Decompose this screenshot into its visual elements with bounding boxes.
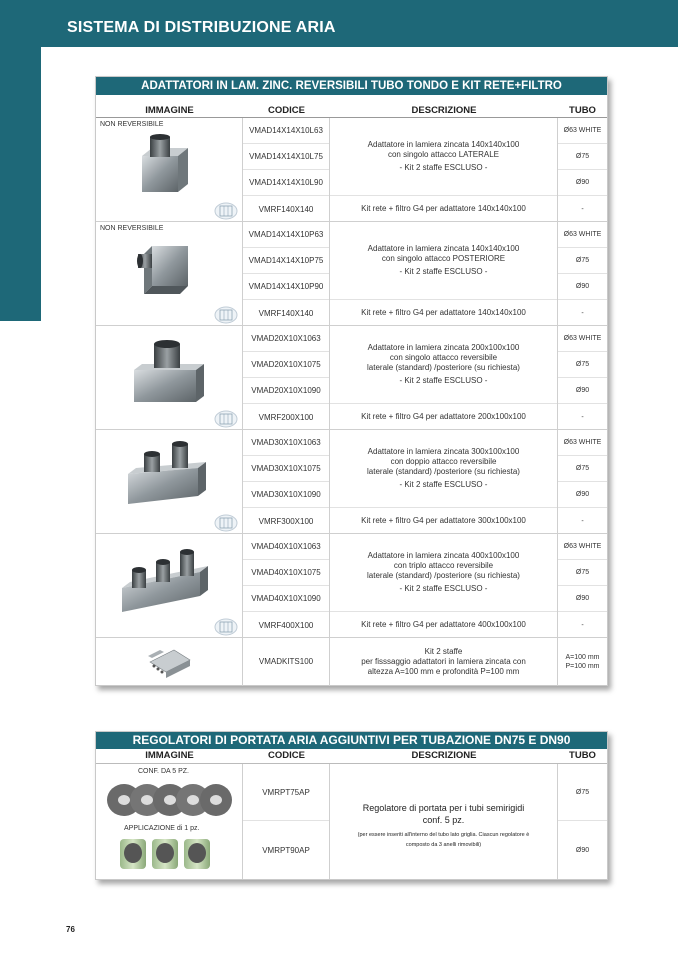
tube-cell: Ø75 — [558, 352, 607, 378]
image-label-top: CONF. DA 5 PZ. — [138, 768, 189, 775]
filter-kit-image — [214, 618, 238, 636]
kit-tube-cell: - — [581, 413, 584, 421]
header-tubo: TUBO — [569, 750, 596, 761]
code-cell: VMAD20X10X1063 — [243, 326, 329, 352]
kit-code-cell: VMRF200X100 — [258, 412, 314, 422]
product-group — [96, 534, 607, 638]
brackets-image — [146, 642, 194, 682]
tube-cell: Ø63 WHITE — [558, 118, 607, 144]
kit-description: Kit rete + filtro G4 per adattatore 140x140x100 — [361, 307, 526, 317]
tube-cell: Ø90 — [558, 170, 607, 196]
brackets-kit-row — [96, 638, 607, 686]
table-header — [96, 749, 607, 764]
code-cell: VMAD40X10X1063 — [243, 534, 329, 560]
adapter-posterior-image — [136, 236, 200, 300]
header-codice: CODICE — [268, 105, 305, 116]
kit-description: Kit rete + filtro G4 per adattatore 200x100x100 — [361, 411, 526, 421]
description-cell: Kit 2 staffe per fisssaggio adattatori in lamiera zincata con altezza A=100 mm e profondità P=100 mm — [361, 646, 526, 676]
header-tubo: TUBO — [569, 105, 596, 116]
code-cell: VMAD14X14X10L90 — [243, 170, 329, 196]
header-descrizione: DESCRIZIONE — [411, 105, 477, 116]
adapter-300-image — [122, 438, 214, 514]
tube-cell: Ø90 — [558, 482, 607, 508]
tube-cell: Ø90 — [575, 846, 590, 854]
code-cell: VMRPT90AP — [262, 845, 310, 855]
kit-description: Kit rete + filtro G4 per adattatore 300x100x100 — [361, 515, 526, 525]
description-cell: Adattatore in lamiera zincata 200x100x100 con singolo attacco reversibile laterale (standard) /posteriore (su richiesta) - Kit 2 staffe ESCLUSO - — [330, 326, 557, 404]
filter-kit-image — [214, 410, 238, 428]
tube-cell: Ø63 WHITE — [558, 534, 607, 560]
table-title: ADATTATORI IN LAM. ZINC. REVERSIBILI TUBO TONDO E KIT RETE+FILTRO — [96, 77, 607, 95]
product-group — [96, 326, 607, 430]
code-cell: VMAD30X10X1075 — [243, 456, 329, 482]
product-group — [96, 764, 607, 879]
image-label-bottom: APPLICAZIONE di 1 pz. — [124, 825, 200, 832]
adapter-400-image — [118, 544, 218, 618]
side-band — [0, 47, 41, 321]
header-immagine: IMMAGINE — [145, 750, 194, 761]
adapter-200-image — [126, 336, 210, 410]
code-cell: VMRPT75AP — [243, 764, 329, 821]
table-title: REGOLATORI DI PORTATA ARIA AGGIUNTIVI PER TUBAZIONE DN75 E DN90 — [96, 732, 607, 749]
filter-kit-image — [214, 202, 238, 220]
header-descrizione: DESCRIZIONE — [411, 750, 477, 761]
filter-kit-image — [214, 514, 238, 532]
tube-cell: Ø75 — [558, 456, 607, 482]
regulator-pipes-image — [116, 835, 216, 875]
kit-code-cell: VMRF140X140 — [258, 308, 314, 318]
tube-cell: Ø75 — [558, 560, 607, 586]
header-immagine: IMMAGINE — [145, 105, 194, 116]
kit-description: Kit rete + filtro G4 per adattatore 140x140x100 — [361, 203, 526, 213]
description-cell: Adattatore in lamiera zincata 140x140x100 con singolo attacco POSTERIORE - Kit 2 staffe ESCLUSO - — [330, 222, 557, 300]
code-cell: VMAD20X10X1075 — [243, 352, 329, 378]
filter-kit-image — [214, 306, 238, 324]
description-cell: Adattatore in lamiera zincata 400x100x100 con triplo attacco reversibile laterale (standard) /posteriore (su richiesta) - Kit 2 staffe ESCLUSO - — [330, 534, 557, 612]
code-cell: VMAD30X10X1090 — [243, 482, 329, 508]
description-cell: Regolatore di portata per i tubi semirigidi conf. 5 pz. (per essere inseriti all'interno del tubo lato griglia. Ciascun regolatore è composto da 3 anelli rimovibili) — [357, 802, 530, 848]
kit-tube-cell: - — [581, 517, 584, 525]
product-group — [96, 118, 607, 222]
code-cell: VMAD14X14X10L63 — [243, 118, 329, 144]
tube-cell: A=100 mm P=100 mm — [565, 653, 600, 670]
kit-tube-cell: - — [581, 621, 584, 629]
product-group — [96, 222, 607, 326]
code-cell: VMAD40X10X1090 — [243, 586, 329, 612]
tube-cell: Ø90 — [558, 274, 607, 300]
tube-cell: Ø63 WHITE — [558, 326, 607, 352]
tube-cell: Ø75 — [558, 248, 607, 274]
code-cell: VMAD20X10X1090 — [243, 378, 329, 404]
tube-cell: Ø75 — [558, 144, 607, 170]
tube-cell: Ø75 — [558, 764, 607, 821]
adapter-lateral-image — [136, 134, 196, 196]
code-cell: VMAD14X14X10P63 — [243, 222, 329, 248]
tube-cell: Ø90 — [558, 586, 607, 612]
table-header — [96, 104, 607, 118]
description-cell: Adattatore in lamiera zincata 300x100x100 con doppio attacco reversibile laterale (standard) /posteriore (su richiesta) - Kit 2 staffe ESCLUSO - — [330, 430, 557, 508]
header-codice: CODICE — [268, 750, 305, 761]
code-cell: VMADKITS100 — [258, 657, 314, 666]
description-cell: Adattatore in lamiera zincata 140x140x100 con singolo attacco LATERALE - Kit 2 staffe ESCLUSO - — [330, 118, 557, 196]
kit-tube-cell: - — [581, 309, 584, 317]
product-group — [96, 430, 607, 534]
code-cell: VMAD14X14X10L75 — [243, 144, 329, 170]
code-cell: VMAD40X10X1075 — [243, 560, 329, 586]
tube-cell: Ø90 — [558, 378, 607, 404]
kit-code-cell: VMRF300X100 — [258, 516, 314, 526]
page-number: 76 — [66, 925, 75, 934]
code-cell: VMAD14X14X10P75 — [243, 248, 329, 274]
page-title: SISTEMA DI DISTRIBUZIONE ARIA — [67, 19, 336, 36]
kit-description: Kit rete + filtro G4 per adattatore 400x100x100 — [361, 619, 526, 629]
group-label: NON REVERSIBILE — [100, 121, 164, 128]
tube-cell: Ø63 WHITE — [558, 430, 607, 456]
kit-code-cell: VMRF400X100 — [258, 620, 314, 630]
group-label: NON REVERSIBILE — [100, 225, 164, 232]
code-cell: VMAD30X10X1063 — [243, 430, 329, 456]
tube-cell: Ø63 WHITE — [558, 222, 607, 248]
regulators-table — [95, 731, 608, 880]
adapters-table — [95, 76, 608, 686]
regulator-discs-image — [104, 778, 234, 822]
kit-tube-cell: - — [581, 205, 584, 213]
code-cell: VMAD14X14X10P90 — [243, 274, 329, 300]
kit-code-cell: VMRF140X140 — [258, 204, 314, 214]
